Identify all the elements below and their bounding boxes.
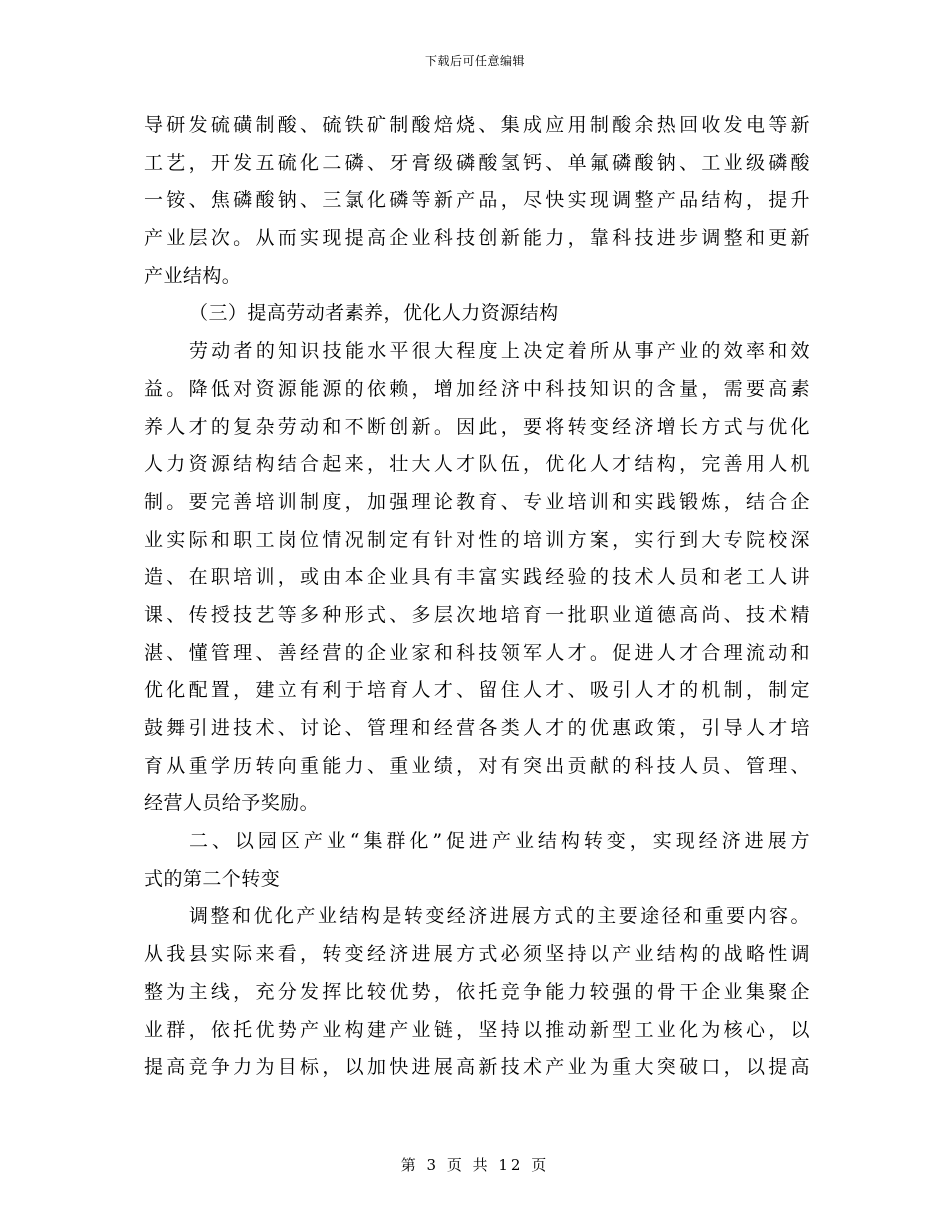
text-line: 劳动者的知识技能水平很大程度上决定着所从事产业的效率和效 — [189, 340, 810, 363]
text-line: 工艺，开发五硫化二磷、牙膏级磷酸氢钙、单氟磷酸钠、工业级磷酸 — [144, 151, 810, 174]
text-line: 业实际和职工岗位情况制定有针对性的培训方案，实行到大专院校深 — [144, 528, 810, 551]
page-footer: 第 3 页 共 12 页 — [400, 1156, 550, 1174]
text-line: 鼓舞引进技术、讨论、管理和经营各类人才的优惠政策，引导人才培 — [144, 717, 810, 739]
text-line: 一铵、焦磷酸钠、三氯化磷等新产品，尽快实现调整产品结构，提升 — [144, 189, 810, 212]
text-line: 经营人员给予奖励。 — [144, 792, 320, 815]
text-line: 湛、懂管理、善经营的企业家和科技领军人才。促进人才合理流动和 — [144, 641, 810, 664]
text-line: 制。要完善培训制度，加强理论教育、专业培训和实践锻炼，结合企 — [144, 490, 810, 513]
text-line: （三）提高劳动者素养，优化人力资源结构 — [189, 302, 559, 325]
text-line: 人力资源结构结合起来，壮大人才队伍，优化人才结构，完善用人机 — [144, 453, 810, 476]
text-line: 产业层次。从而实现提高企业科技创新能力，靠科技进步调整和更新 — [144, 227, 810, 250]
text-line: 课、传授技艺等多种形式、多层次地培育一批职业道德高尚、技术精 — [144, 603, 810, 626]
page-header: 下载后可任意编辑 — [424, 54, 525, 68]
text-line: 益。降低对资源能源的依赖，增加经济中科技知识的含量，需要高素 — [144, 377, 810, 400]
text-line: 产业结构。 — [144, 264, 242, 287]
text-line: 调整和优化产业结构是转变经济进展方式的主要途径和重要内容。 — [189, 905, 810, 928]
document-body — [144, 107, 810, 1087]
text-line: 从我县实际来看，转变经济进展方式必须坚持以产业结构的战略性调 — [144, 943, 810, 966]
text-line: 业群，依托优势产业构建产业链，坚持以推动新型工业化为核心，以 — [144, 1018, 810, 1041]
text-line: 提高竞争力为目标，以加快进展高新技术产业为重大突破口，以提高 — [144, 1056, 810, 1079]
text-line: 二、以园区产业“集群化”促进产业结构转变，实现经济进展方 — [189, 830, 810, 853]
text-line: 造、在职培训，或由本企业具有丰富实践经验的技术人员和老工人讲 — [144, 566, 810, 589]
text-line: 育从重学历转向重能力、重业绩，对有突出贡献的科技人员、管理、 — [144, 754, 810, 777]
text-line: 养人才的复杂劳动和不断创新。因此，要将转变经济增长方式与优化 — [144, 415, 810, 438]
text-line: 整为主线，充分发挥比较优势，依托竞争能力较强的骨干企业集聚企 — [144, 980, 810, 1003]
text-line: 导研发硫磺制酸、硫铁矿制酸焙烧、集成应用制酸余热回收发电等新 — [144, 114, 810, 136]
text-line: 式的第二个转变 — [144, 867, 281, 890]
text-line: 优化配置，建立有利于培育人才、留住人才、吸引人才的机制，制定 — [144, 679, 810, 702]
